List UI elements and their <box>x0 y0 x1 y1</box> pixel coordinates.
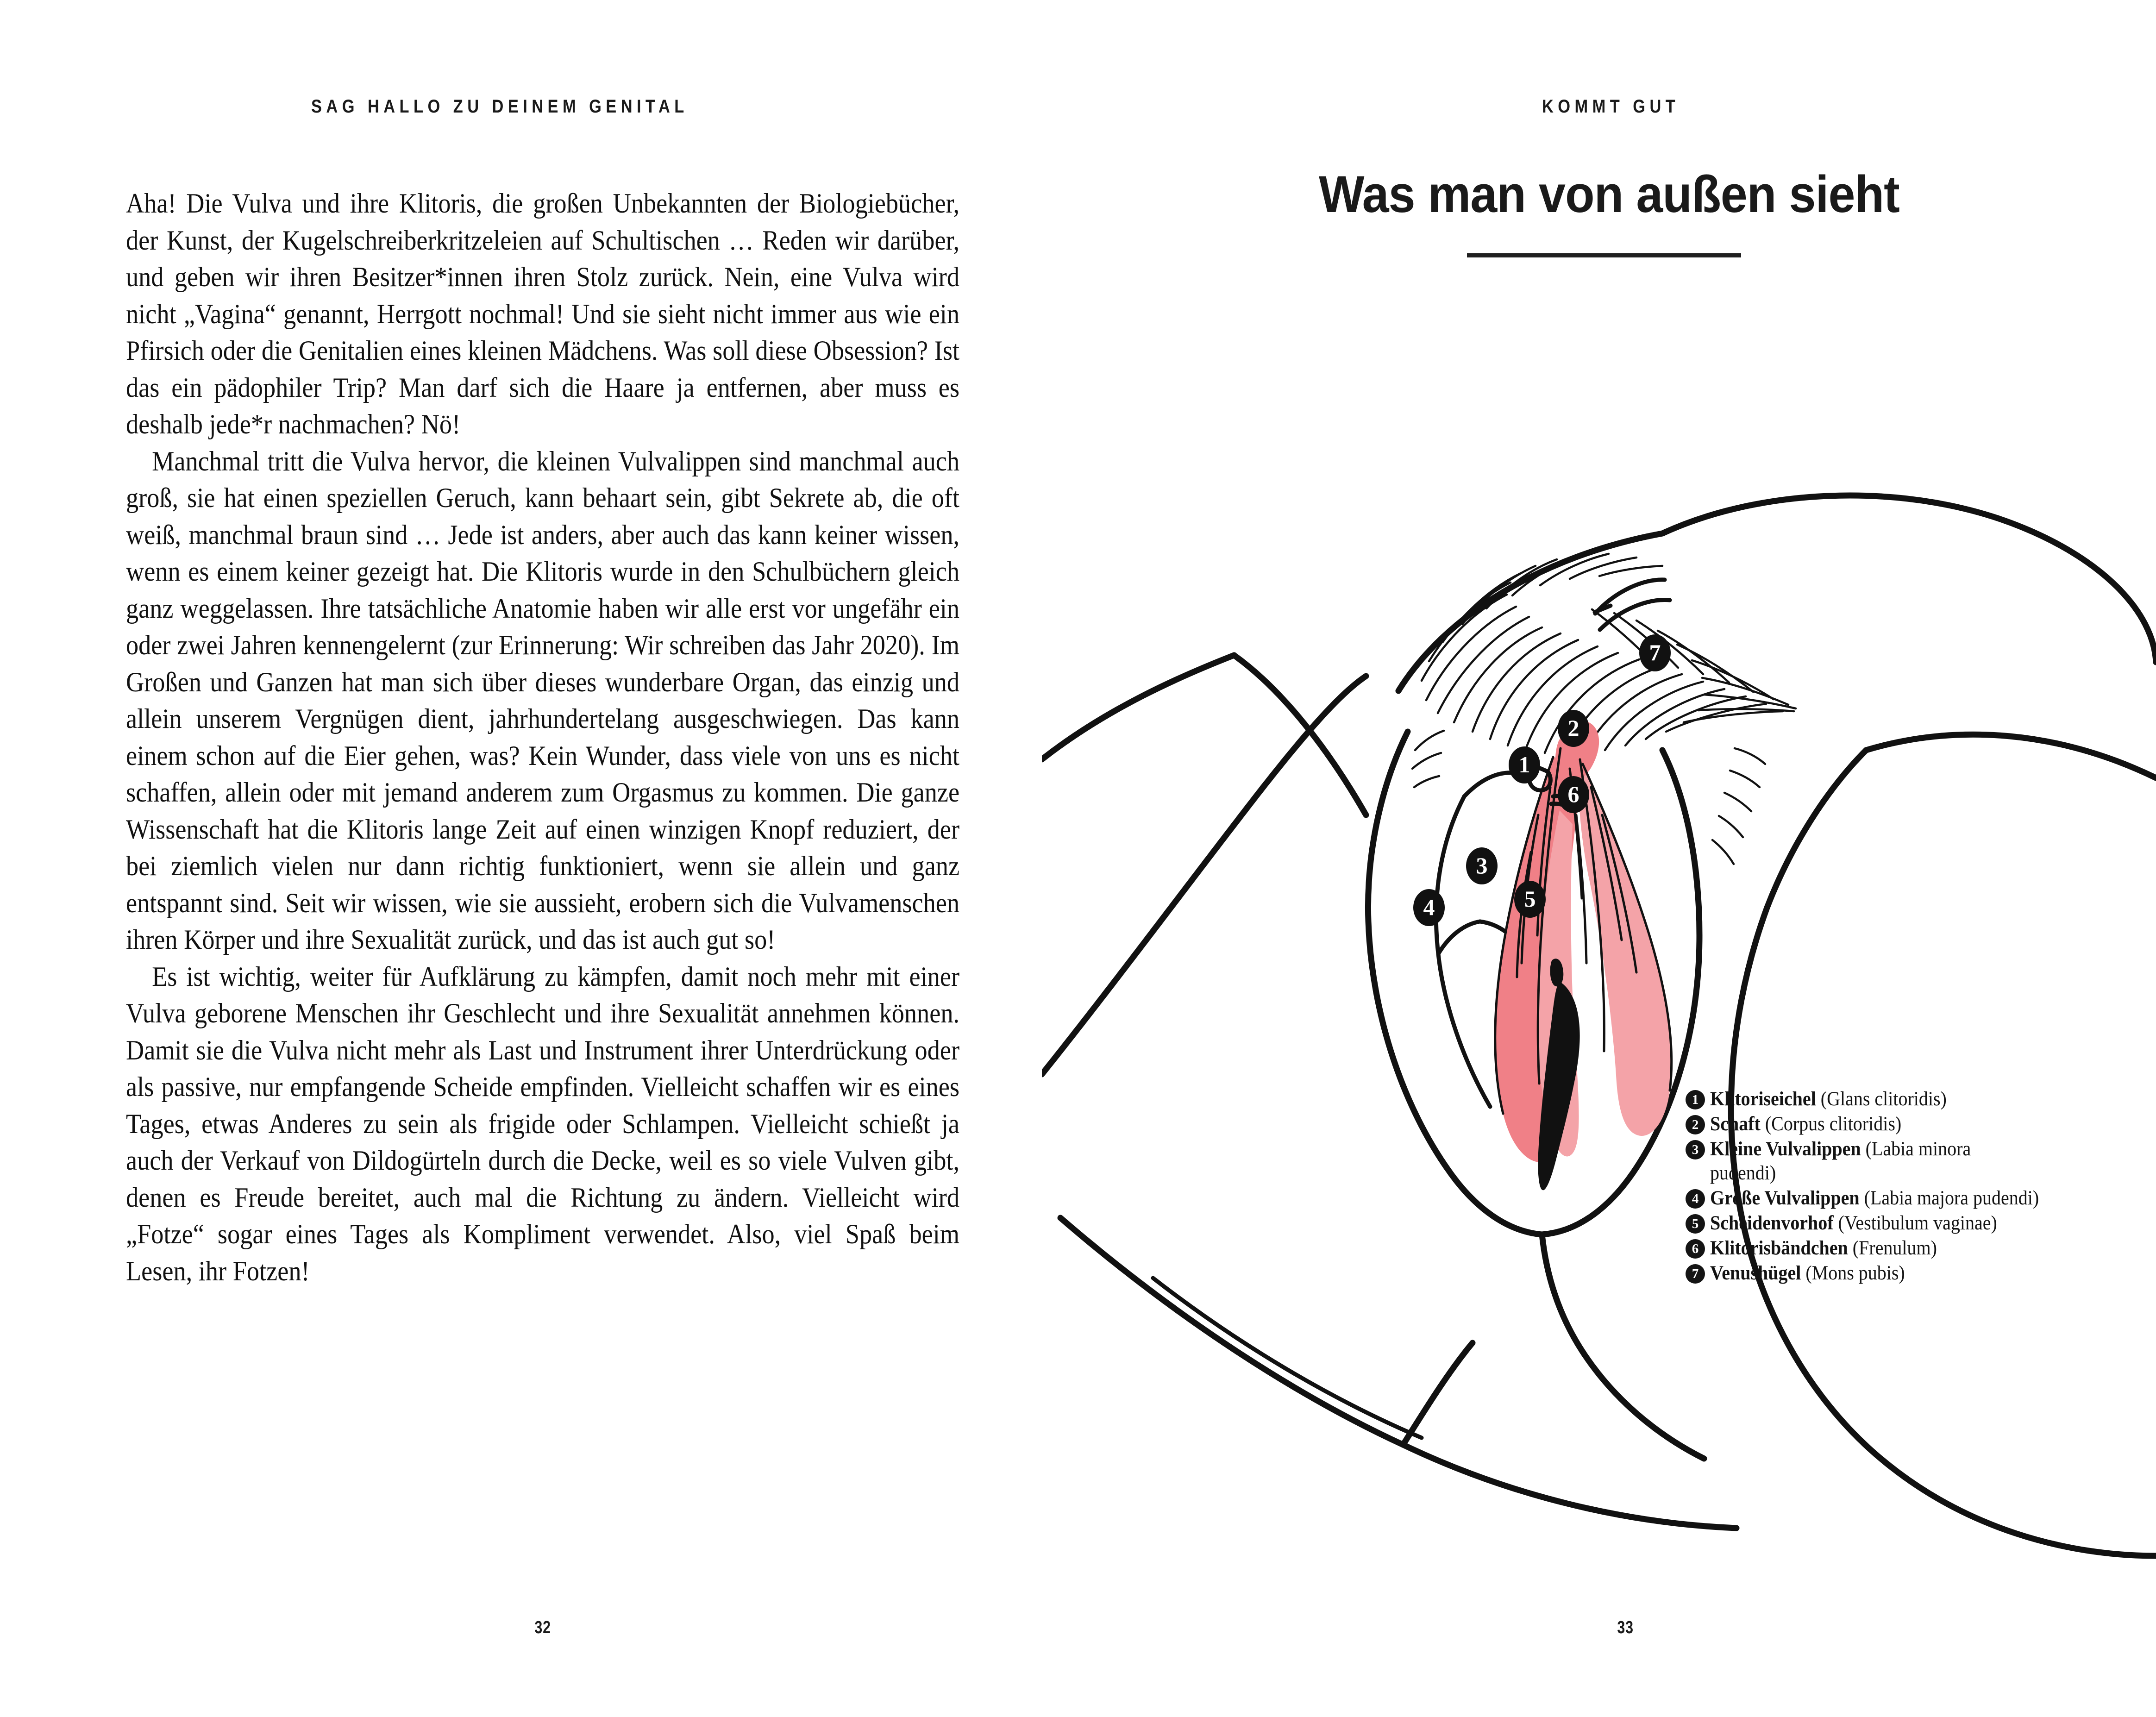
page-number-left: 32 <box>534 1618 551 1637</box>
legend-item-5 <box>1686 1211 2065 1235</box>
legend-item-4 <box>1686 1186 2065 1210</box>
anatomy-legend <box>1686 1087 2065 1286</box>
legend-item-2 <box>1686 1112 2065 1136</box>
legend-badge-5: 5 <box>1686 1214 1705 1234</box>
body-paragraph-1: Aha! Die Vulva und ihre Klitoris, die großen Unbekannten der Biologiebücher, der Kunst, der Kugelschreiberkritzeleien auf Schultischen … Reden wir darüber, und geben wir ihren Besitzer*innen ihren Stolz zurück. Nein, eine Vulva wird nicht „Vagina“ genannt, Herrgott nochmal! Und sie sieht nicht immer aus wie ein Pfirsich oder die Genitalien eines kleinen Mädchens. Was soll diese Obsession? Ist das ein pädophiler Trip? Man darf sich die Haare ja entfernen, aber muss es deshalb jede*r nachmachen? Nö! <box>126 188 960 439</box>
legend-item-6 <box>1686 1236 2065 1260</box>
running-head-right: KOMMT GUT <box>1542 96 1680 117</box>
legend-latin-3: (Labia minora pudendi) <box>1710 1138 1971 1184</box>
legend-badge-3: 3 <box>1686 1140 1705 1159</box>
svg-text:2: 2 <box>1567 715 1579 741</box>
body-text-column <box>126 185 959 1290</box>
legend-latin-7: (Mons pubis) <box>1805 1262 1905 1284</box>
legend-text-3 <box>1710 1137 2040 1185</box>
body-paragraph-2: Manchmal tritt die Vulva hervor, die kleinen Vulvalippen sind manchmal auch groß, sie hat einen speziellen Geruch, kann behaart sein, gibt Sekrete ab, die oft weiß, manchmal braun sind … Jede ist anders, aber auch das kann keiner wissen, wenn es einem keiner gezeigt hat. Die Klitoris wurde in den Schulbüchern gleich ganz weggelassen. Ihre tatsächliche Anatomie haben wir alle erst vor ungefähr ein oder zwei Jahren kennengelernt (zur Erinnerung: Wir schreiben das Jahr 2020). Im Großen und Ganzen hat man sich über dieses wunderbare Organ, das einzig und allein unserem Vergnügen dient, jahrhundertelang ausgeschwiegen. Das kann einem schon auf die Eier gehen, was? Kein Wunder, dass viele von uns es nicht schaffen, allein oder mit jemand anderem zum Orgasmus zu kommen. Die ganze Wissenschaft hat die Klitoris lange Zeit auf einen winzigen Knopf reduziert, der bei ziemlich vielen nur dann richtig funktioniert, wenn sie allein und ganz entspannt sind. Seit wir wissen, wie sie aussieht, erobern sich die Vulvamenschen ihren Körper und ihre Sexualität zurück, und das ist auch gut so! <box>126 445 960 955</box>
legend-latin-1: (Glans clitoridis) <box>1820 1088 1947 1110</box>
legend-badge-2: 2 <box>1686 1115 1705 1134</box>
legend-badge-4: 4 <box>1686 1189 1705 1209</box>
legend-text-6 <box>1710 1236 2040 1260</box>
body-paragraph-3: Es ist wichtig, weiter für Aufklärung zu kämpfen, damit noch mehr mit einer Vulva geborene Menschen ihr Geschlecht und ihre Sexualität annehmen können. Damit sie die Vulva nicht mehr als Last und Instrument ihrer Unterdrückung oder als passive, nur empfangende Scheide empfinden. Vielleicht schaffen wir es eines Tages, etwas Anderes zu sein als frigide oder Schlampen. Vielleicht schießt ja auch der Verkauf von Dildogürteln durch die Decke, weil es so viele Vulven gibt, denen es Freude bereitet, auch mal die Richtung zu ändern. Vielleicht wird „Fotze“ sogar eines Tages als Kompliment verwendet. Also, viel Spaß beim Lesen, ihr Fotzen! <box>126 961 960 1286</box>
legend-text-5 <box>1710 1211 2040 1235</box>
legend-text-7 <box>1710 1261 2040 1285</box>
legend-latin-6: (Frenulum) <box>1852 1237 1937 1259</box>
legend-text-2 <box>1710 1112 2040 1136</box>
legend-term-7: Venushügel <box>1710 1262 1801 1284</box>
legend-text-1 <box>1710 1087 2040 1111</box>
legend-badge-1: 1 <box>1686 1090 1705 1109</box>
legend-term-2: Schaft <box>1710 1113 1761 1135</box>
legend-badge-7: 7 <box>1686 1264 1705 1284</box>
svg-text:7: 7 <box>1649 639 1661 665</box>
svg-text:6: 6 <box>1567 781 1579 807</box>
legend-term-5: Scheidenvorhof <box>1710 1212 1834 1234</box>
legend-latin-5: (Vestibulum vaginae) <box>1838 1212 1997 1234</box>
legend-term-6: Klitorisbändchen <box>1710 1237 1848 1259</box>
vulva-anatomy-illustration <box>1042 491 2156 1565</box>
title-divider-rule <box>1467 253 1741 257</box>
legend-item-7 <box>1686 1261 2065 1285</box>
legend-item-3 <box>1686 1137 2065 1185</box>
legend-term-4: Große Vulvalippen <box>1710 1187 1860 1209</box>
legend-latin-2: (Corpus clitoridis) <box>1765 1113 1902 1135</box>
page-number-right: 33 <box>1617 1618 1634 1637</box>
legend-badge-6: 6 <box>1686 1239 1705 1259</box>
legend-latin-4: (Labia majora pudendi) <box>1864 1187 2039 1209</box>
running-head-left: SAG HALLO ZU DEINEM GENITAL <box>311 96 689 117</box>
legend-text-4 <box>1710 1186 2040 1210</box>
page-title: Was man von außen sieht <box>1319 165 1899 223</box>
legend-term-1: Klitoriseichel <box>1710 1088 1816 1110</box>
svg-text:5: 5 <box>1524 886 1536 912</box>
legend-term-3: Kleine Vulvalippen <box>1710 1138 1861 1160</box>
svg-text:1: 1 <box>1518 752 1530 777</box>
svg-text:3: 3 <box>1476 852 1488 878</box>
legend-item-1 <box>1686 1087 2065 1111</box>
svg-text:4: 4 <box>1423 894 1435 920</box>
